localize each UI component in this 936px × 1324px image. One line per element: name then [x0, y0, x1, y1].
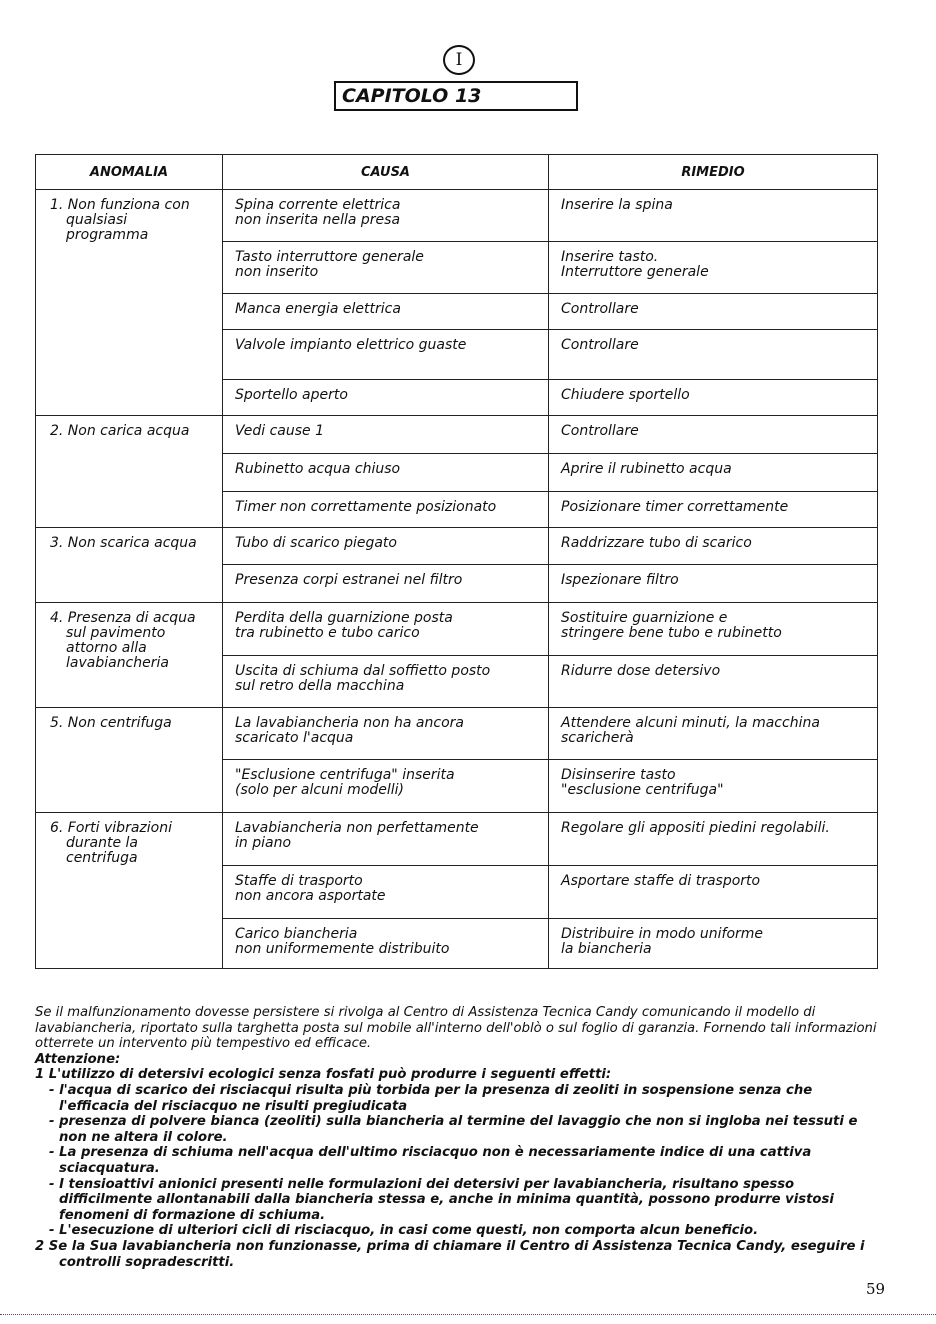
notes-bullet: - presenza di polvere bianca (zeoliti) sulla biancheria al termine del lavaggio che non si ingloba nei tessuti e non ne altera il colore.: [49, 1114, 858, 1145]
causa-text: Lavabiancheria non perfettamente in piano: [235, 820, 479, 851]
causa-cell: [223, 242, 549, 294]
rimedio-text: Posizionare timer correttamente: [561, 499, 789, 515]
rimedio-cell: [549, 708, 878, 760]
rimedio-cell: [549, 656, 878, 708]
anomaly-cell: [36, 190, 223, 416]
causa-text: Staffe di trasporto non ancora asportate: [235, 873, 386, 904]
causa-cell: [223, 416, 549, 454]
notes-bullet: - l'acqua di scarico dei risciacqui risulta più torbida per la presenza di zeoliti in sospensione senza che l'efficacia del risciacquo ne risulti pregiudicata: [49, 1082, 813, 1114]
table-header-row: [36, 155, 878, 190]
causa-text: Timer non correttamente posizionato: [235, 499, 497, 515]
chapter-title: CAPITOLO 13: [334, 81, 578, 111]
causa-text: Vedi cause 1: [235, 423, 325, 439]
rimedio-text: Inserire tasto. Interruttore generale: [561, 249, 709, 280]
table-body: [36, 190, 878, 969]
rimedio-text: Sostituire guarnizione e stringere bene tubo e rubinetto: [561, 610, 782, 641]
anomaly-cell: [36, 813, 223, 969]
rimedio-cell: [549, 603, 878, 656]
rimedio-text: Regolare gli appositi piedini regolabili.: [561, 820, 830, 836]
notes-bullet: - L'esecuzione di ulteriori cicli di risciacquo, in casi come questi, non comporta alcun beneficio.: [49, 1223, 759, 1239]
table-row: [36, 190, 878, 242]
table-row: [36, 603, 878, 656]
rimedio-cell: [549, 866, 878, 919]
notes-point-2: 2 Se la Sua lavabiancheria non funzionasse, prima di chiamare il Centro di Assistenza Tecnica Candy, eseguire i controlli sopradescritti.: [35, 1238, 865, 1270]
rimedio-cell: [549, 919, 878, 969]
rimedio-text: Chiudere sportello: [561, 387, 690, 403]
notes-point-1: 1 L'utilizzo di detersivi ecologici senza fosfati può produrre i seguenti effetti:: [35, 1067, 612, 1083]
column-header-anomalia: ANOMALIA: [36, 155, 223, 190]
causa-text: Presenza corpi estranei nel filtro: [235, 572, 463, 588]
rimedio-cell: [549, 492, 878, 528]
causa-cell: [223, 528, 549, 565]
rimedio-cell: [549, 760, 878, 813]
column-header-rimedio: RIMEDIO: [549, 155, 878, 190]
rimedio-text: Distribuire in modo uniforme la biancheria: [561, 926, 764, 957]
rimedio-cell: [549, 528, 878, 565]
rimedio-text: Ispezionare filtro: [561, 572, 679, 588]
causa-text: Manca energia elettrica: [235, 301, 401, 317]
causa-cell: [223, 190, 549, 242]
causa-text: Spina corrente elettrica non inserita nella presa: [235, 197, 401, 228]
notes-attention: Attenzione:: [35, 1051, 121, 1067]
rimedio-text: Asportare staffe di trasporto: [561, 873, 761, 889]
anomaly-cell: [36, 708, 223, 813]
page-number: 59: [866, 1280, 886, 1298]
rimedio-text: Inserire la spina: [561, 197, 673, 213]
rimedio-cell: [549, 190, 878, 242]
notes-bullet: - La presenza di schiuma nell'acqua dell'ultimo risciacquo non è necessariamente indice di una cattiva sciacquatura.: [49, 1145, 812, 1176]
causa-text: Tubo di scarico piegato: [235, 535, 397, 551]
causa-text: Valvole impianto elettrico guaste: [235, 337, 467, 353]
table-row: [36, 708, 878, 760]
rimedio-text: Ridurre dose detersivo: [561, 663, 721, 679]
rimedio-text: Controllare: [561, 337, 639, 353]
rimedio-text: Aprire il rubinetto acqua: [561, 461, 732, 477]
causa-cell: [223, 760, 549, 813]
causa-cell: [223, 919, 549, 969]
causa-cell: [223, 656, 549, 708]
causa-cell: [223, 603, 549, 656]
anomaly-label: 2. Non carica acqua: [50, 423, 190, 439]
causa-text: "Esclusione centrifuga" inserita (solo per alcuni modelli): [235, 767, 455, 798]
anomaly-label: 4. Presenza di acqua sul pavimento attorno alla lavabiancheria: [50, 610, 196, 671]
causa-cell: [223, 492, 549, 528]
rimedio-text: Raddrizzare tubo di scarico: [561, 535, 752, 551]
causa-text: Uscita di schiuma dal soffietto posto sul retro della macchina: [235, 663, 491, 694]
anomaly-cell: [36, 416, 223, 528]
notes-bullet: - I tensioattivi anionici presenti nelle formulazioni dei detersivi per lavabiancheria, risultano spesso difficilmente allontanabili dalla biancheria stessa e, anche in minima quantità, possono produrre vistosi fenomeni di formazione di schiuma.: [49, 1176, 834, 1223]
table-row: [36, 416, 878, 454]
causa-text: Tasto interruttore generale non inserito: [235, 249, 424, 280]
anomaly-label: 1. Non funziona con qualsiasi programma: [50, 197, 190, 243]
rimedio-cell: [549, 242, 878, 294]
rimedio-cell: [549, 416, 878, 454]
causa-cell: [223, 565, 549, 603]
rimedio-text: Attendere alcuni minuti, la macchina scaricherà: [561, 715, 820, 746]
anomaly-cell: [36, 528, 223, 603]
causa-text: Rubinetto acqua chiuso: [235, 461, 401, 477]
bottom-rule: [0, 1314, 936, 1315]
notes-intro: Se il malfunzionamento dovesse persistere si rivolga al Centro di Assistenza Tecnica Candy comunicando il modello di lavabiancheria, riportato sulla targhetta posta sul mobile all'interno dell'oblò o sul foglio di garanzia. Fornendo tali informazioni otterrete un intervento più tempestivo ed efficace.: [35, 1005, 877, 1052]
rimedio-cell: [549, 380, 878, 416]
rimedio-cell: [549, 294, 878, 330]
causa-cell: [223, 380, 549, 416]
table-row: [36, 813, 878, 866]
rimedio-cell: [549, 454, 878, 492]
anomaly-label: 5. Non centrifuga: [50, 715, 172, 731]
causa-text: Carico biancheria non uniformemente distribuito: [235, 926, 450, 957]
causa-text: Sportello aperto: [235, 387, 348, 403]
causa-cell: [223, 813, 549, 866]
causa-cell: [223, 454, 549, 492]
language-badge: I: [443, 45, 475, 75]
rimedio-cell: [549, 565, 878, 603]
causa-text: Perdita della guarnizione posta tra rubinetto e tubo carico: [235, 610, 453, 641]
causa-cell: [223, 330, 549, 380]
table-row: [36, 528, 878, 565]
anomaly-cell: [36, 603, 223, 708]
column-header-causa: CAUSA: [223, 155, 549, 190]
rimedio-text: Disinserire tasto "esclusione centrifuga": [561, 767, 724, 798]
rimedio-cell: [549, 813, 878, 866]
rimedio-cell: [549, 330, 878, 380]
causa-cell: [223, 294, 549, 330]
rimedio-text: Controllare: [561, 301, 639, 317]
causa-cell: [223, 708, 549, 760]
anomaly-label: 3. Non scarica acqua: [50, 535, 197, 551]
rimedio-text: Controllare: [561, 423, 639, 439]
causa-cell: [223, 866, 549, 919]
troubleshooting-table: [35, 154, 878, 969]
anomaly-label: 6. Forti vibrazioni durante la centrifuga: [50, 820, 172, 866]
notes-section: [35, 1005, 885, 1270]
causa-text: La lavabiancheria non ha ancora scaricato l'acqua: [235, 715, 464, 746]
